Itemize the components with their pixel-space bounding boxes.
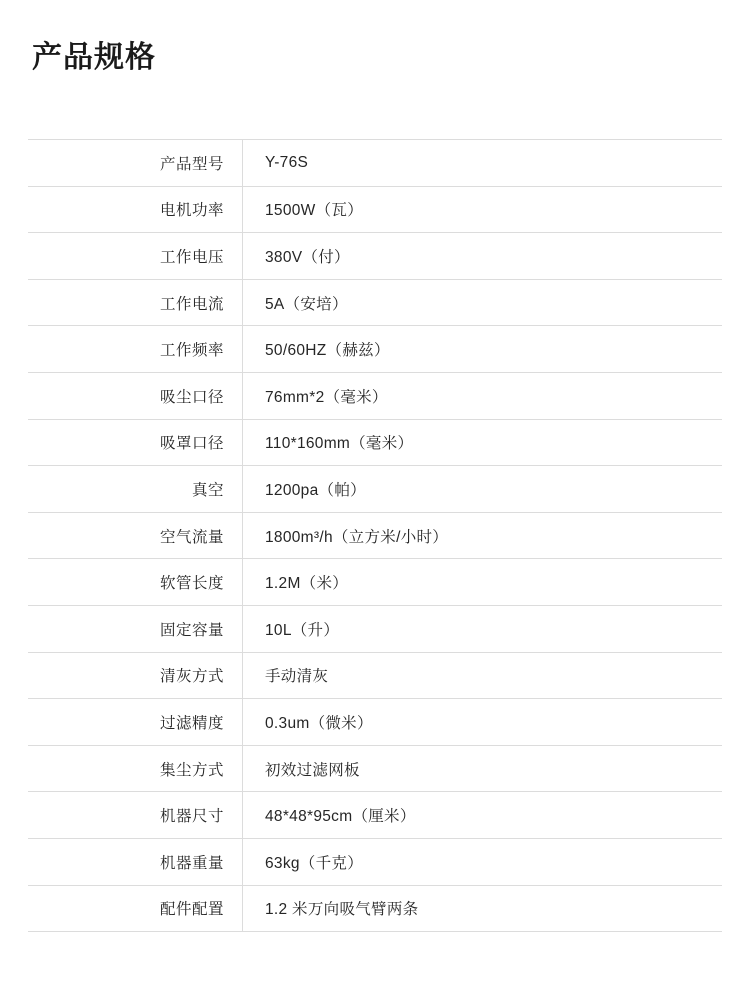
table-row [28, 186, 722, 233]
spec-value: 380V（付） [243, 233, 723, 280]
table-row [28, 838, 722, 885]
spec-label: 空气流量 [28, 512, 243, 559]
table-row [28, 559, 722, 606]
table-row [28, 372, 722, 419]
table-row [28, 885, 722, 932]
spec-label: 吸罩口径 [28, 419, 243, 466]
spec-label: 固定容量 [28, 605, 243, 652]
table-row [28, 233, 722, 280]
spec-label: 集尘方式 [28, 745, 243, 792]
spec-label: 电机功率 [28, 186, 243, 233]
spec-label: 产品型号 [28, 140, 243, 187]
spec-label: 工作电流 [28, 279, 243, 326]
table-row [28, 792, 722, 839]
spec-label: 机器重量 [28, 838, 243, 885]
table-row [28, 699, 722, 746]
spec-value: 1800m³/h（立方米/小时） [243, 512, 723, 559]
table-row [28, 605, 722, 652]
spec-value: 10L（升） [243, 605, 723, 652]
spec-label: 工作电压 [28, 233, 243, 280]
spec-value: 1.2 米万向吸气臂两条 [243, 885, 723, 932]
spec-label: 配件配置 [28, 885, 243, 932]
spec-value: 手动清灰 [243, 652, 723, 699]
spec-label: 工作频率 [28, 326, 243, 373]
spec-value: 63kg（千克） [243, 838, 723, 885]
spec-value: 初效过滤网板 [243, 745, 723, 792]
specification-table [28, 139, 722, 932]
specification-table-body [28, 140, 722, 932]
spec-value: 48*48*95cm（厘米） [243, 792, 723, 839]
table-row [28, 326, 722, 373]
spec-value: 1.2M（米） [243, 559, 723, 606]
table-row [28, 466, 722, 513]
table-row [28, 419, 722, 466]
table-row [28, 279, 722, 326]
spec-value: Y-76S [243, 140, 723, 187]
spec-label: 真空 [28, 466, 243, 513]
spec-value: 110*160mm（毫米） [243, 419, 723, 466]
spec-label: 清灰方式 [28, 652, 243, 699]
table-row [28, 512, 722, 559]
spec-value: 50/60HZ（赫兹） [243, 326, 723, 373]
spec-label: 软管长度 [28, 559, 243, 606]
table-row [28, 745, 722, 792]
spec-value: 1200pa（帕） [243, 466, 723, 513]
spec-label: 机器尺寸 [28, 792, 243, 839]
spec-value: 0.3um（微米） [243, 699, 723, 746]
table-row [28, 140, 722, 187]
page-title: 产品规格 [32, 41, 156, 74]
spec-value: 5A（安培） [243, 279, 723, 326]
spec-value: 1500W（瓦） [243, 186, 723, 233]
spec-value: 76mm*2（毫米） [243, 372, 723, 419]
table-row [28, 652, 722, 699]
spec-label: 过滤精度 [28, 699, 243, 746]
spec-label: 吸尘口径 [28, 372, 243, 419]
